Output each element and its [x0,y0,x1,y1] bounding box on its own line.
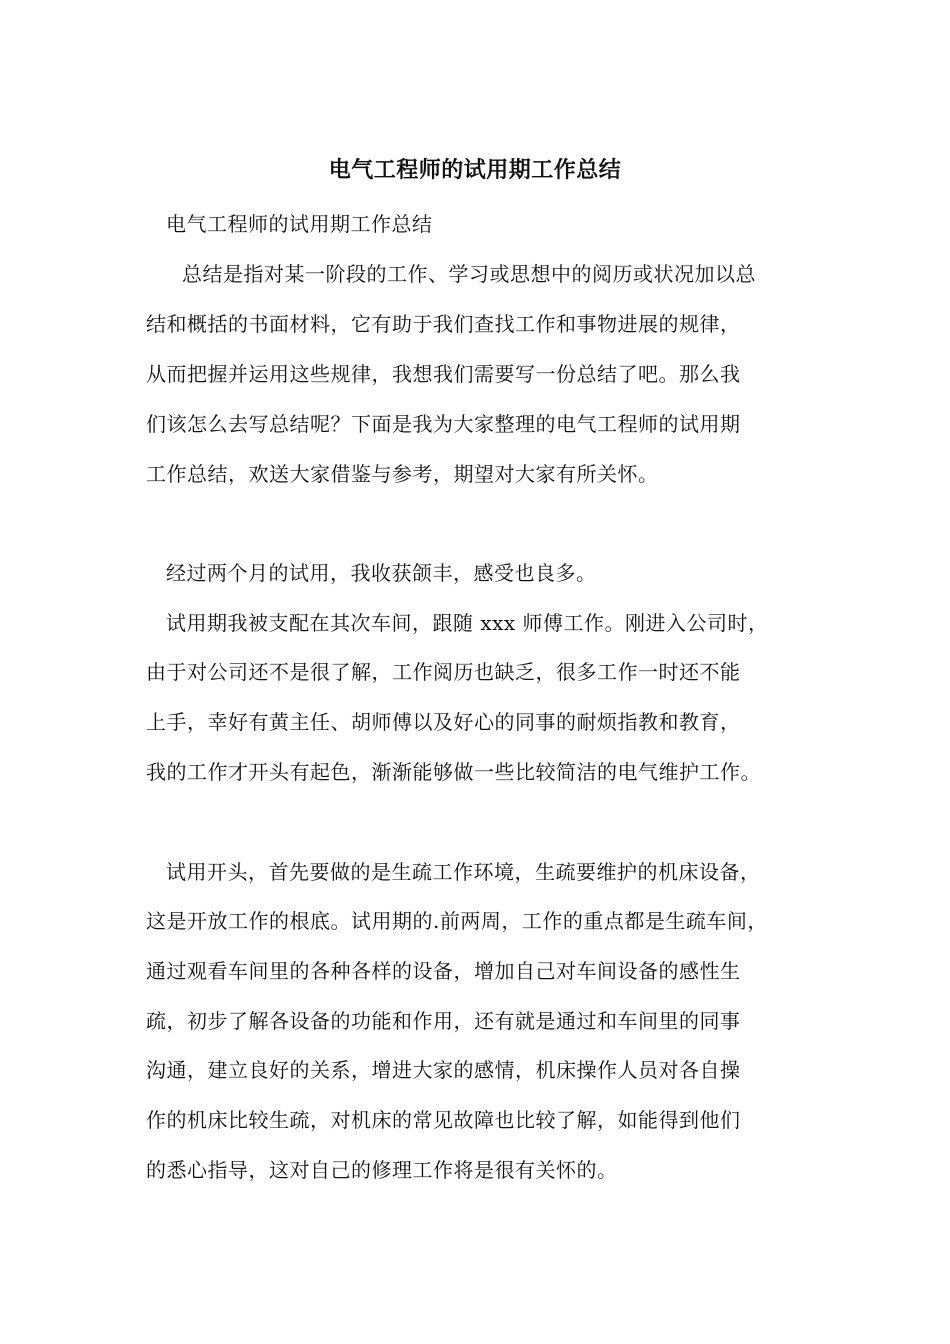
paragraph-line: 经过两个月的试用，我收获颌丰，感受也良多。 [166,561,597,585]
paragraph-line: 们该怎么去写总结呢？下面是我为大家整理的电气工程师的试用期 [146,412,741,436]
document-subtitle: 电气工程师的试用期工作总结 [166,212,433,236]
paragraph-line: 通过观看车间里的各种各样的设备，增加自己对车间设备的感性生 [146,959,741,983]
paragraph-line: 我的工作才开头有起色，渐渐能够做一些比较简洁的电气维护工作。 [146,760,761,784]
paragraph-line: 这是开放工作的根底。试用期的.前两周，工作的重点都是生疏车间， [146,909,768,933]
paragraph-line: 试用期我被支配在其次车间，跟随 xxx 师傅工作。刚进入公司时， [166,611,769,635]
paragraph-line: 结和概括的书面材料，它有助于我们查找工作和事物进展的规律， [146,312,741,336]
paragraph-line: 上手，幸好有黄主任、胡师傅以及好心的同事的耐烦指教和教育， [146,710,741,734]
paragraph-line: 试用开头，首先要做的是生疏工作环境，生疏要维护的机床设备， [166,860,761,884]
paragraph-line: 由于对公司还不是很了解，工作阅历也缺乏，很多工作一时还不能 [146,660,741,684]
paragraph-line: 疏，初步了解各设备的功能和作用，还有就是通过和车间里的同事 [146,1009,741,1033]
paragraph-line: 沟通，建立良好的关系，增进大家的感情，机床操作人员对各自操 [146,1058,741,1082]
document-title: 电气工程师的试用期工作总结 [328,157,622,183]
paragraph-line: 总结是指对某一阶段的工作、学习或思想中的阅历或状况加以总 [182,262,756,286]
paragraph-line: 作的机床比较生疏，对机床的常见故障也比较了解，如能得到他们 [146,1108,741,1132]
paragraph-line: 从而把握并运用这些规律，我想我们需要写一份总结了吧。那么我 [146,362,741,386]
paragraph-line: 工作总结，欢送大家借鉴与参考，期望对大家有所关怀。 [146,462,659,486]
paragraph-line: 的悉心指导，这对自己的修理工作将是很有关怀的。 [146,1158,618,1182]
